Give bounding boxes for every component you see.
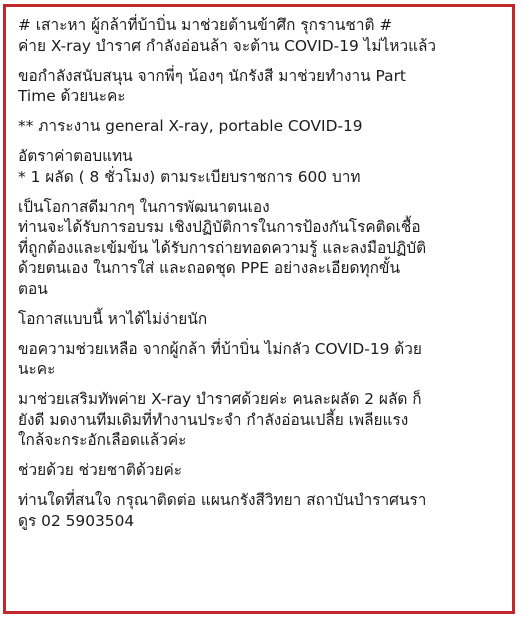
- rare-chance-paragraph: [18, 309, 504, 330]
- plea-paragraph: [18, 460, 504, 481]
- text-line: * 1 ผลัด ( 8 ชั่วโมง) ตามระเบียบราชการ 600 บาท: [18, 167, 361, 186]
- text-line: อัตราค่าตอบแทน: [18, 147, 133, 165]
- text-line: ท่านใดที่สนใจ กรุณาติดต่อ แผนกรังสีวิทยา สถาบันบำราศนรา: [18, 491, 427, 509]
- text-line: ใกล้จะกระอักเลือดแล้วค่ะ: [18, 431, 187, 449]
- text-line: Time ด้วยนะคะ: [18, 87, 126, 105]
- compensation-paragraph: [18, 146, 504, 187]
- text-line: ค่าย X-ray บำราศ กำลังอ่อนล้า จะต้าน COVID-19 ไม่ไหวแล้ว: [18, 36, 437, 55]
- post-frame: [3, 4, 515, 614]
- text-line: นะคะ: [18, 360, 56, 378]
- text-line: ยังดี มดงานทีมเดิมที่ทำงานประจำ กำลังอ่อนเปลี้ย เพลียแรง: [18, 410, 409, 429]
- text-line: มาช่วยเสริมทัพค่าย X-ray บำราศด้วยค่ะ คนละผลัด 2 ผลัด ก็: [18, 390, 422, 408]
- text-line: ด้วยตนเอง ในการใส่ และถอดชุด PPE อย่างละเอียดทุกขั้น: [18, 259, 400, 277]
- text-line: # เสาะหา ผู้กล้าที่บ้าบิ่น มาช่วยต้านข้าศึก รุกรานชาติ #: [18, 16, 393, 34]
- text-line: ตอน: [18, 279, 48, 298]
- text-line: ขอความช่วยเหลือ จากผู้กล้า ที่บ้าบิ่น ไม่กลัว COVID-19 ด้วย: [18, 339, 422, 358]
- post-text: [18, 15, 504, 541]
- text-line: โอกาสแบบนี้ หาได้ไม่ง่ายนัก: [18, 309, 208, 328]
- request-paragraph: [18, 66, 504, 107]
- text-line: ** ภาระงาน general X-ray, portable COVID-19: [18, 117, 363, 135]
- contact-paragraph: [18, 490, 504, 531]
- text-line: ช่วยด้วย ช่วยชาติด้วยค่ะ: [18, 461, 183, 479]
- text-line: เป็นโอกาสดีมากๆ ในการพัฒนาตนเอง: [18, 197, 270, 216]
- text-line: ขอกำลังสนับสนุน จากพี่ๆ น้องๆ นักรังสี มาช่วยทำงาน Part: [18, 66, 406, 85]
- text-line: ท่านจะได้รับการอบรม เชิงปฏิบัติการในการป้องกันโรคติดเชื้อ: [18, 218, 421, 236]
- heading-paragraph: [18, 15, 504, 56]
- workload-paragraph: [18, 116, 504, 137]
- help-request-paragraph: [18, 339, 504, 380]
- reinforce-paragraph: [18, 389, 504, 451]
- contact-phone-line: ดูร 02 5903504: [18, 511, 135, 530]
- opportunity-paragraph: [18, 197, 504, 300]
- text-line: ที่ถูกต้องและเข้มข้น ได้รับการถ่ายทอดความรู้ และลงมือปฏิบัติ: [18, 238, 427, 257]
